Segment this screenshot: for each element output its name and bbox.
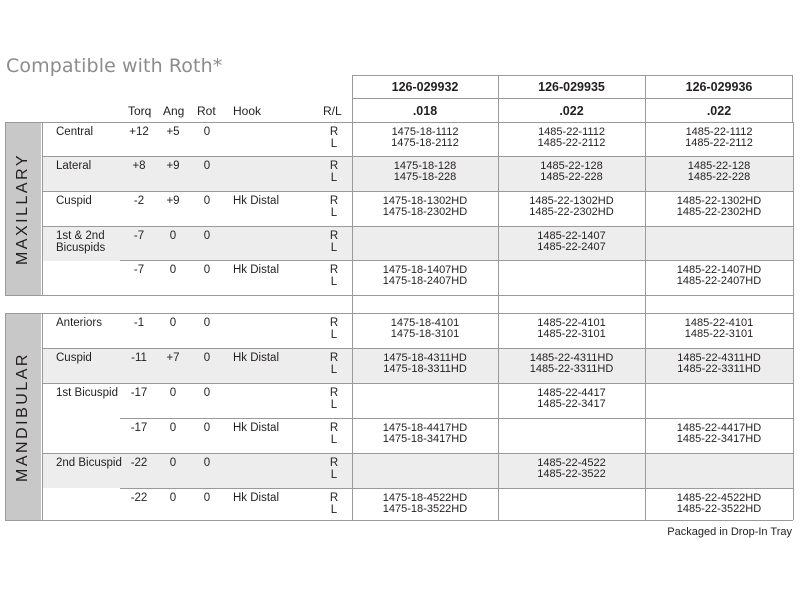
part-number-right: 1485-22-4311HD [529,352,614,364]
column-header-torq: Torq [128,104,152,118]
torque-value: -11 [131,352,147,364]
part-number-left: 1485-22-3417HD [676,433,762,445]
side-right: R [329,160,339,172]
row-divider [43,383,793,384]
part-number-right: 1485-22-4417 [537,387,606,399]
part-number-left: 1485-22-3101 [537,328,606,340]
part-number-left: 1475-18-3417HD [382,433,468,445]
side-left: L [330,276,338,288]
column-divider [793,122,794,520]
slot-size: .018 [412,104,438,118]
tooth-name: Bicuspids [56,242,106,254]
rotation-value: 0 [203,317,211,329]
part-number-left: 1475-18-3101 [390,328,460,340]
part-number-left: 1485-22-3101 [684,328,754,340]
part-number-left: 1485-22-2302HD [676,206,762,218]
side-right: R [329,457,339,469]
row-shading [43,226,793,261]
torque-value: -17 [130,422,148,434]
part-number-left: 1475-18-2407HD [382,275,468,287]
part-number-right: 1475-18-1407HD [382,264,468,276]
part-number-right: 1485-22-1112 [538,126,605,138]
column-header-ang: Ang [163,104,185,118]
part-number-right: 1475-18-4311HD [383,352,467,364]
part-number-left: 1485-22-228 [687,171,751,183]
torque-value: -7 [133,264,145,276]
side-right: R [329,352,339,364]
angulation-value: +7 [166,352,180,364]
angulation-value: 0 [169,317,177,329]
torque-value: -1 [133,317,145,329]
table-edge [5,122,6,295]
part-number-right: 1475-18-128 [393,160,457,172]
side-right: R [329,492,339,504]
tooth-name: 1st Bicuspid [56,387,119,399]
table-edge [42,313,43,520]
part-number-left: 1485-22-2407HD [676,275,762,287]
product-code: 126-029932 [391,80,459,94]
page-title: Compatible with Roth* [6,55,223,77]
tooth-name: 1st & 2nd [56,230,105,242]
rotation-value: 0 [203,457,211,469]
part-number-left: 1475-18-3311HD [383,363,467,375]
row-divider [120,418,793,419]
side-left: L [330,172,338,184]
side-right: R [329,126,339,138]
side-right: R [329,422,339,434]
rotation-value: 0 [203,126,211,138]
rotation-value: 0 [203,230,211,242]
rotation-value: 0 [203,387,211,399]
angulation-value: +9 [166,160,180,172]
part-number-right: 1485-22-1407 [537,230,606,242]
part-number-left: 1485-22-2302HD [529,206,614,218]
angulation-value: 0 [169,492,177,504]
side-left: L [330,504,338,516]
part-number-right: 1485-22-128 [540,160,603,172]
row-divider [43,191,793,192]
part-number-right: 1485-22-4311HD [677,352,761,364]
row-divider [120,488,793,489]
torque-value: +12 [129,126,149,138]
tooth-name: Cuspid [56,352,92,364]
row-divider [43,156,793,157]
part-number-left: 1485-22-2112 [685,137,753,149]
part-number-right: 1485-22-128 [687,160,751,172]
side-left: L [330,469,338,481]
rotation-value: 0 [203,352,211,364]
row-shading [43,453,793,488]
torque-value: +8 [132,160,146,172]
side-right: R [329,195,339,207]
table-edge [42,122,43,295]
tooth-name: Cuspid [56,195,92,207]
side-right: R [329,387,339,399]
hook-value: Hk Distal [233,264,280,276]
divider [5,122,43,123]
part-number-left: 1485-22-3417 [537,398,606,410]
side-left: L [330,434,338,446]
rotation-value: 0 [203,195,211,207]
part-number-right: 1485-22-4101 [537,317,606,329]
part-number-left: 1475-18-2112 [391,137,459,149]
part-number-left: 1485-22-2407 [537,241,606,253]
hook-value: Hk Distal [233,422,280,434]
part-number-right: 1485-22-4101 [684,317,754,329]
tooth-name: 2nd Bicuspid [56,457,122,469]
part-number-right: 1475-18-4522HD [382,492,468,504]
row-divider [43,348,793,349]
row-divider [43,453,793,454]
slot-size: .022 [706,104,732,118]
divider [43,122,793,123]
tooth-name: Central [56,126,94,138]
angulation-value: 0 [169,264,177,276]
part-number-right: 1475-18-4417HD [382,422,468,434]
part-number-left: 1485-22-2112 [537,137,606,149]
column-header-hook: Hook [233,104,262,118]
part-number-left: 1475-18-228 [393,171,457,183]
packaging-note: Packaged in Drop-In Tray [667,526,792,538]
part-number-right: 1475-18-1112 [391,126,459,138]
part-number-right: 1485-22-1407HD [676,264,762,276]
column-header-rot: Rot [197,104,216,118]
torque-value: -22 [130,457,148,469]
side-left: L [330,207,338,219]
divider [5,313,793,314]
angulation-value: 0 [169,387,177,399]
angulation-value: +9 [166,195,180,207]
divider [5,520,793,521]
part-number-left: 1485-22-3522HD [676,503,762,515]
row-divider [120,260,793,261]
torque-value: -17 [130,387,148,399]
rotation-value: 0 [203,492,211,504]
torque-value: -7 [133,230,145,242]
part-number-left: 1485-22-3311HD [529,363,614,375]
hook-value: Hk Distal [233,195,280,207]
row-divider [43,226,793,227]
side-left: L [330,329,338,341]
part-number-right: 1485-22-1302HD [529,195,614,207]
side-right: R [329,230,339,242]
part-number-left: 1485-22-3522 [537,468,606,480]
product-code: 126-029935 [538,80,605,94]
angulation-value: 0 [169,422,177,434]
side-left: L [330,242,338,254]
torque-value: -22 [130,492,148,504]
divider [5,295,793,296]
side-right: R [329,317,339,329]
side-left: L [330,138,338,150]
product-code: 126-029936 [685,80,753,94]
column-header-rl: R/L [323,104,342,118]
side-right: R [329,264,339,276]
slot-size: .022 [559,104,584,118]
angulation-value: 0 [169,230,177,242]
part-number-right: 1485-22-4522 [537,457,606,469]
part-number-right: 1485-22-4417HD [676,422,762,434]
tooth-name: Lateral [56,160,92,172]
part-number-left: 1475-18-3522HD [382,503,468,515]
part-number-left: 1485-22-3311HD [677,363,761,375]
rotation-value: 0 [203,422,211,434]
part-number-right: 1485-22-1302HD [676,195,762,207]
side-left: L [330,399,338,411]
part-number-left: 1475-18-2302HD [382,206,468,218]
angulation-value: 0 [169,457,177,469]
torque-value: -2 [133,195,145,207]
hook-value: Hk Distal [233,352,280,364]
table-edge [5,313,6,520]
rotation-value: 0 [203,160,211,172]
maxillary-label: MAXILLARY [5,122,41,295]
part-number-left: 1485-22-228 [540,171,603,183]
rotation-value: 0 [203,264,211,276]
part-number-right: 1485-22-4522HD [676,492,762,504]
hook-value: Hk Distal [233,492,280,504]
angulation-value: +5 [166,126,180,138]
tooth-name: Anteriors [56,317,103,329]
part-number-right: 1475-18-1302HD [382,195,468,207]
part-number-right: 1485-22-1112 [685,126,753,138]
side-left: L [330,364,338,376]
part-number-right: 1475-18-4101 [390,317,460,329]
mandibular-label: MANDIBULAR [5,313,41,520]
